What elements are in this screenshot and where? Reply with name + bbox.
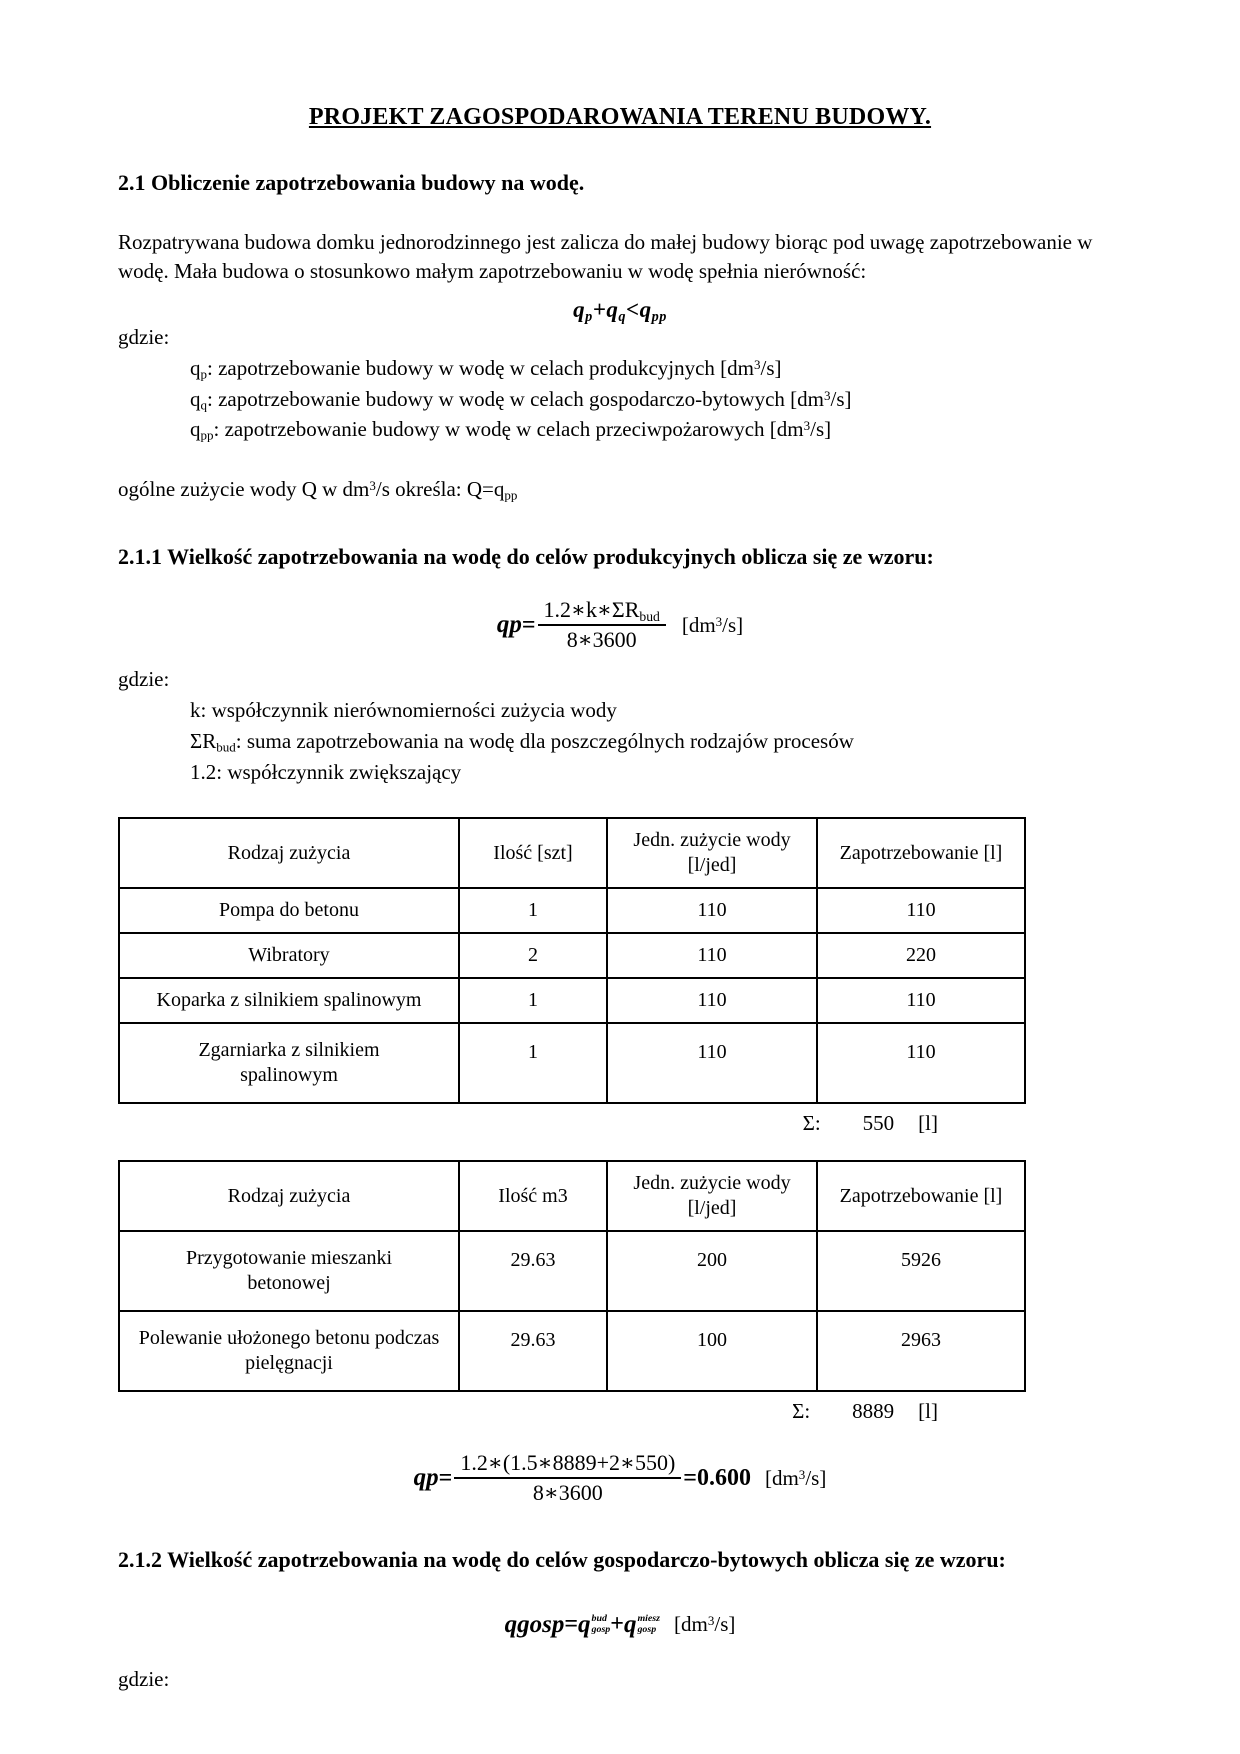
gdzie-label-1: gdzie: (118, 325, 170, 350)
table1-header-unit-use (607, 818, 817, 888)
table1-sum-value: 550 (862, 1111, 895, 1136)
ineq-q3: q (639, 297, 652, 323)
table1-r1-demand: 220 (817, 933, 1025, 978)
table2-r0-qty: 29.63 (459, 1231, 607, 1311)
def-qp-subscript: p (200, 366, 208, 382)
table1-sum-symbol: Σ: (802, 1111, 821, 1136)
def-qpp-sup: 3 (803, 418, 811, 434)
intro-paragraph: Rozpatrywana budowa domku jednorodzinnego jest zalicza do małej budowy biorąc pod uwagę zapotrzebowanie w wodę. Mała budowa o stosunkowo małym zapotrzebowaniu w wodę spełnia nierówność: (118, 229, 1093, 284)
def-qpp-text: : zapotrzebowanie budowy w wodę w celach przeciwpożarowych [dm (213, 417, 804, 442)
def-qq-tail: /s] (830, 386, 852, 411)
formula-qp-definition: q p = $\frac{1.2∗k∗\Sigma R_{bud}}{8∗3600}$ $[dm^3/s]$ (496, 597, 744, 653)
ineq-q3-sub: pp (651, 309, 667, 326)
formula-qp-fraction (538, 597, 666, 653)
formula-qp-unit-lead: [dm (681, 612, 716, 637)
def-qpp-tail: /s] (810, 417, 832, 442)
table2-r0-unit-use: 200 (607, 1231, 817, 1311)
def-qp-text: : zapotrzebowanie budowy w wodę w celach produkcyjnych [dm (207, 356, 754, 381)
table1-header-unit-use-l1: Jedn. zużycie wody (633, 829, 791, 852)
ineq-q1: q (573, 297, 586, 323)
formula-qp-unit-sup: 3 (715, 613, 723, 629)
definition-list-2 (190, 695, 1122, 787)
formula-qp-unit-tail: /s] (722, 612, 744, 637)
gdzie-label-2: gdzie: (118, 667, 170, 692)
table2-header-qty: Ilość m3 (459, 1161, 607, 1231)
table1-sum-unit: [l] (918, 1111, 938, 1136)
table-concrete-works (118, 1160, 1026, 1392)
table1-r0-unit-use: 110 (607, 888, 817, 933)
formula-qp-numerator-text: 1.2∗k∗ΣR (543, 597, 640, 623)
general-usage-sub: pp (504, 487, 518, 503)
formula-result-unit-lead: [dm (764, 1465, 799, 1490)
table1-header-unit-use-l2: [l/jed] (687, 854, 737, 877)
def-qq-sup: 3 (823, 387, 831, 403)
definition-sum-rbud (190, 726, 1122, 757)
general-usage-lead: ogólne zużycie wody Q w dm (118, 477, 370, 501)
section-heading-2-1-1: 2.1.1 Wielkość zapotrzebowania na wodę do celów produkcyjnych oblicza się ze wzoru: (118, 543, 934, 569)
table1-r2-demand: 110 (817, 978, 1025, 1023)
ineq-plus: + (592, 297, 607, 323)
def-qp-symbol: q (190, 356, 201, 381)
formula-qgosp-unit-sup: 3 (707, 1613, 715, 1629)
table-row (119, 888, 1025, 933)
table2-r1-name: Polewanie ułożonego betonu podczas pielęgnacji (119, 1311, 459, 1391)
table2-sum-row (118, 1399, 1024, 1424)
formula-result-unit-sup: 3 (798, 1466, 806, 1482)
def-qpp-subscript: pp (200, 427, 214, 443)
formula-result-unit (765, 1466, 826, 1491)
section-heading-2-1-2: 2.1.2 Wielkość zapotrzebowania na wodę do celów gospodarczo-bytowych oblicza się ze wzoru: (118, 1547, 1006, 1573)
def-rbud-subscript: bud (216, 739, 236, 755)
formula-qgosp: q gosp = q bud gosp + q miesz gosp $[dm^3/s]$ (504, 1610, 736, 1638)
ineq-q2-sub: q (618, 309, 626, 326)
table1-r3-name: Zgarniarka z silnikiem spalinowym (119, 1023, 459, 1103)
formula-result-eq: = (438, 1464, 453, 1491)
formula-qgosp-lhs: q (504, 1610, 518, 1638)
table1-r1-name: Wibratory (119, 933, 459, 978)
table2-r1-demand: 2963 (817, 1311, 1025, 1391)
table2-r0-demand: 5926 (817, 1231, 1025, 1311)
table2-r1-qty: 29.63 (459, 1311, 607, 1391)
table2-header-name: Rodzaj zużycia (119, 1161, 459, 1231)
formula-qgosp-t2: q (623, 1610, 637, 1638)
formula-result-fraction (454, 1450, 681, 1506)
table1-r0-demand: 110 (817, 888, 1025, 933)
formula-qgosp-plus: + (610, 1611, 624, 1638)
definition-qq (190, 384, 1122, 415)
definition-qp (190, 353, 1122, 384)
table1-r0-qty: 1 (459, 888, 607, 933)
gdzie-label-3: gdzie: (118, 1666, 170, 1691)
formula-result-lhs: q (413, 1464, 427, 1492)
definition-k: k: współczynnik nierównomierności zużycia wody (190, 698, 617, 723)
table1-r3-unit-use: 110 (607, 1023, 817, 1103)
table-production-equipment (118, 817, 1026, 1104)
formula-qp-numerator (538, 597, 666, 624)
formula-qp-denominator: 8∗3600 (538, 624, 666, 653)
table1-r3-qty: 1 (459, 1023, 607, 1103)
def-qq-subscript: q (200, 397, 208, 413)
table-row (119, 1311, 1025, 1391)
section-heading-2-1: 2.1 Obliczenie zapotrzebowania budowy na wodę. (118, 170, 585, 195)
table1-header-qty: Ilość [szt] (459, 818, 607, 888)
table2-sum-symbol: Σ: (792, 1399, 811, 1424)
formula-qgosp-unit-tail: /s] (714, 1612, 736, 1637)
ineq-lt: < (626, 297, 640, 323)
formula-qp-unit (682, 613, 743, 638)
table1-header-name: Rodzaj zużycia (119, 818, 459, 888)
formula-qp-numerator-sub: bud (639, 609, 660, 625)
formula-result-value: =0.600 (683, 1464, 751, 1491)
table-header-row (119, 818, 1025, 888)
formula-qgosp-t2-sup: miesz (637, 1613, 661, 1625)
def-qp-sup: 3 (754, 356, 761, 372)
formula-qgosp-t1-sup: bud (591, 1613, 607, 1625)
formula-qgosp-t2-sub: gosp (637, 1624, 657, 1636)
definition-qpp (190, 414, 1122, 445)
general-usage-line (118, 475, 1122, 505)
table1-r2-name: Koparka z silnikiem spalinowym (119, 978, 459, 1023)
def-rbud-symbol: ΣR (190, 728, 217, 753)
table2-header-demand: Zapotrzebowanie [l] (817, 1161, 1025, 1231)
definition-list-1 (190, 353, 1122, 445)
table1-r2-unit-use: 110 (607, 978, 817, 1023)
table2-sum-unit: [l] (918, 1399, 938, 1424)
def-qpp-symbol: q (190, 417, 201, 442)
table-row (119, 1023, 1025, 1103)
def-qp-tail: /s] (760, 356, 782, 381)
general-usage-sup: 3 (369, 477, 376, 493)
def-qq-text: : zapotrzebowanie budowy w wodę w celach gospodarczo-bytowych [dm (207, 386, 824, 411)
table-row (119, 978, 1025, 1023)
formula-inequality (118, 297, 1122, 326)
def-rbud-text: : suma zapotrzebowania na wodę dla poszczególnych rodzajów procesów (235, 728, 854, 753)
formula-qgosp-t2-indices (637, 1614, 660, 1635)
table1-r1-unit-use: 110 (607, 933, 817, 978)
table2-header-unit-use-l1: Jedn. zużycie wody (633, 1172, 791, 1195)
table1-r3-demand: 110 (817, 1023, 1025, 1103)
def-qq-symbol: q (190, 386, 201, 411)
table-row (119, 1231, 1025, 1311)
table-row (119, 933, 1025, 978)
ineq-q1-sub: p (585, 309, 593, 326)
table1-r0-name: Pompa do betonu (119, 888, 459, 933)
page-title: PROJEKT ZAGOSPODAROWANIA TERENU BUDOWY. (308, 104, 932, 130)
table1-sum-row (118, 1111, 1024, 1136)
ineq-q2: q (606, 297, 619, 323)
formula-qgosp-unit (674, 1612, 735, 1637)
table-header-row (119, 1161, 1025, 1231)
table2-r1-unit-use: 100 (607, 1311, 817, 1391)
formula-qgosp-t1-sub: gosp (591, 1624, 611, 1636)
formula-qp-eq: = (521, 611, 536, 638)
formula-qp-result: q p = $\frac{1.2∗(1.5∗8889+2∗550)}{8∗3600}$ =0.600 $[dm^3/s]$ (413, 1450, 827, 1506)
definition-coefficient-12: 1.2: współczynnik zwiększający (190, 759, 462, 784)
formula-qgosp-unit-lead: [dm (674, 1612, 708, 1637)
formula-qp-lhs: q (496, 611, 510, 639)
formula-result-unit-tail: /s] (805, 1465, 827, 1490)
formula-result-numerator: 1.2∗(1.5∗8889+2∗550) (460, 1450, 676, 1476)
formula-qgosp-t1-indices (592, 1614, 611, 1635)
table1-r1-qty: 2 (459, 933, 607, 978)
formula-result-denominator: 8∗3600 (454, 1477, 681, 1506)
general-usage-mid: /s określa: Q=q (375, 477, 505, 501)
table1-r2-qty: 1 (459, 978, 607, 1023)
table2-sum-value: 8889 (852, 1399, 895, 1424)
table2-header-unit-use (607, 1161, 817, 1231)
table1-header-demand: Zapotrzebowanie [l] (817, 818, 1025, 888)
table2-r0-name: Przygotowanie mieszanki betonowej (119, 1231, 459, 1311)
formula-qgosp-t1: q (578, 1610, 591, 1638)
formula-qgosp-eq: = (564, 1611, 579, 1638)
table2-header-unit-use-l2: [l/jed] (687, 1197, 737, 1220)
